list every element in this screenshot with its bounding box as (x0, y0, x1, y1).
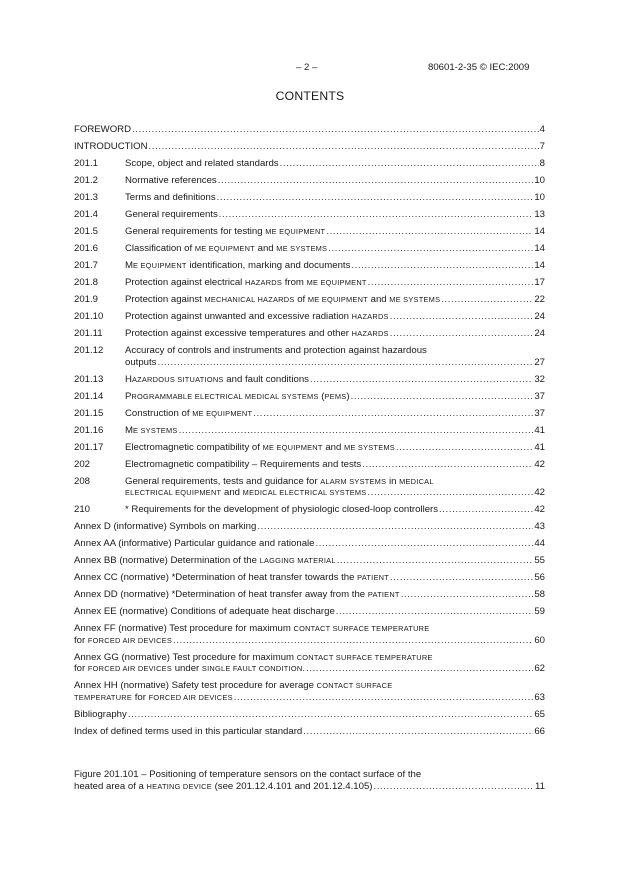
toc-entry[interactable] (74, 209, 545, 221)
defined-term: CONTACT SURFACE (316, 681, 393, 690)
dot-leader (390, 311, 534, 323)
entry-text: and (322, 441, 344, 453)
entry-text: Terms and definitions (125, 192, 216, 203)
page-reference: 56 (534, 572, 545, 583)
dot-leader (173, 635, 533, 647)
toc-entry-line (74, 572, 545, 584)
entry-text: and (221, 487, 243, 498)
page-reference: 4 (539, 124, 545, 135)
defined-term: ME SYSTEMS (276, 244, 328, 253)
toc-entry-line (74, 158, 545, 170)
defined-term: E SYSTEMS (133, 425, 178, 435)
section-number: 201.6 (74, 243, 99, 254)
page-reference: 7 (539, 141, 545, 152)
toc-entry[interactable] (74, 141, 545, 153)
toc-entry[interactable] (74, 521, 545, 533)
entry-title (125, 260, 350, 272)
defined-term: FORCED AIR DEVICES (87, 635, 173, 645)
entry-text: Index of defined terms used in this particular standard (74, 725, 303, 737)
entry-title (125, 226, 325, 238)
toc-entry-line (74, 243, 545, 255)
entry-text: General requirements for testing (125, 226, 266, 237)
toc-entry-line (74, 487, 545, 499)
page-reference: 42 (534, 504, 545, 515)
defined-term: ELECTRICAL EQUIPMENT (125, 488, 222, 497)
entry-title (74, 692, 233, 704)
dot-leader (396, 442, 533, 454)
page-reference: 22 (534, 294, 545, 305)
toc-entry[interactable] (74, 606, 545, 618)
dot-leader (149, 141, 539, 153)
defined-term: ME EQUIPMENT (306, 278, 367, 287)
toc-entry[interactable] (74, 311, 545, 323)
entry-title (74, 652, 433, 664)
figure-entry[interactable] (74, 769, 545, 792)
toc-entry[interactable] (74, 158, 545, 170)
toc-entry-line (74, 606, 545, 618)
page-reference: 42 (534, 487, 545, 498)
entry-title (74, 555, 336, 567)
dot-leader (336, 606, 534, 618)
entry-title (125, 175, 217, 187)
dot-leader (326, 226, 533, 238)
toc-entry[interactable] (74, 391, 545, 403)
entry-text: M (125, 424, 133, 436)
page-reference: 14 (534, 260, 545, 271)
toc-entry-line (74, 209, 545, 221)
section-number: 201.15 (74, 407, 104, 419)
entry-text: under (172, 663, 202, 674)
toc-entry[interactable] (74, 680, 545, 703)
defined-term: PEMS (324, 391, 347, 401)
dot-leader (219, 209, 534, 221)
section-number: 201.13 (74, 373, 104, 385)
entry-text: ( (318, 390, 325, 402)
page-reference: 43 (534, 521, 545, 532)
defined-term: ME SYSTEMS (344, 442, 395, 452)
entry-title (74, 124, 131, 136)
dot-leader (362, 459, 533, 471)
dot-leader (157, 357, 533, 369)
toc-entry[interactable] (74, 726, 545, 738)
defined-term: MEDICAL ELECTRICAL SYSTEMS (242, 488, 367, 497)
page-reference: 11 (535, 780, 545, 792)
defined-term: HEATING DEVICE (146, 781, 212, 791)
toc-entry-line (74, 357, 545, 369)
toc-entry[interactable] (74, 589, 545, 601)
toc-entry-line (74, 538, 545, 550)
entry-text: Protection against electrical (125, 277, 245, 288)
entry-title (74, 538, 315, 550)
entry-title (125, 209, 218, 221)
page-reference: 13 (534, 209, 545, 220)
entry-title (125, 459, 361, 471)
section-number: 201.11 (74, 328, 103, 339)
entry-text: and fault conditions (223, 373, 309, 385)
section-number: 202 (74, 458, 91, 470)
toc-entry[interactable] (74, 408, 545, 420)
dot-leader (310, 374, 533, 386)
entry-title (125, 277, 367, 289)
defined-term: PATIENT (367, 590, 400, 599)
defined-term: ROGRAMMABLE ELECTRICAL MEDICAL SYSTEMS (131, 391, 319, 401)
toc-entry[interactable] (74, 425, 545, 437)
page-reference: 63 (534, 691, 545, 703)
contents-title: CONTENTS (275, 89, 345, 103)
figure-caption-cont (74, 781, 372, 793)
defined-term: HAZARDS (244, 278, 283, 287)
section-number: 201.12 (74, 345, 104, 356)
dot-leader (132, 124, 539, 136)
entry-title (125, 294, 440, 306)
toc-entry-line (74, 663, 545, 675)
entry-text: FOREWORD (74, 124, 132, 135)
toc-entry-line (74, 459, 545, 471)
entry-text: Protection against excessive temperatures and other (125, 328, 352, 339)
entry-title (125, 442, 395, 454)
defined-term: E EQUIPMENT (133, 261, 187, 270)
entry-text: heated area of a (74, 780, 147, 792)
toc-entry[interactable] (74, 345, 545, 368)
dot-leader (401, 589, 534, 601)
toc-entry-first-line (74, 680, 545, 692)
entry-text: Electromagnetic compatibility of (125, 441, 263, 453)
toc-entry-line (74, 521, 545, 533)
entry-title (125, 504, 438, 516)
entry-text: Annex DD (normative) *Determination of heat transfer away from the (74, 589, 368, 600)
entry-text: Classification of (125, 243, 195, 254)
dot-leader (337, 555, 534, 567)
page-reference: 14 (534, 243, 545, 254)
entry-text: Annex HH (normative) Safety test procedure for average (74, 680, 317, 691)
toc-entry[interactable] (74, 226, 545, 238)
toc-entry[interactable] (74, 260, 545, 272)
toc-entry-line (74, 692, 545, 704)
defined-term: ME SYSTEMS (389, 295, 441, 304)
toc-entry[interactable] (74, 124, 545, 136)
toc-entry[interactable] (74, 572, 545, 584)
entry-title (74, 572, 389, 584)
dot-leader (218, 175, 534, 187)
page-reference: 24 (534, 311, 545, 322)
dot-leader (368, 277, 534, 289)
toc-entry-line (74, 226, 545, 238)
entry-title (125, 357, 156, 369)
page-reference: 44 (534, 538, 545, 549)
entry-title (74, 521, 256, 533)
entry-title (74, 589, 400, 601)
page-reference: 32 (534, 373, 545, 385)
list-of-figures (74, 769, 545, 798)
dot-leader (351, 391, 534, 403)
entry-title (74, 726, 302, 738)
toc-entry-line (74, 141, 545, 153)
entry-text: Annex D (informative) Symbols on marking (74, 521, 257, 532)
toc-entry[interactable] (74, 442, 545, 454)
entry-text: . (302, 663, 306, 674)
entry-text: * Requirements for the development of physiologic closed-loop controllers (125, 504, 439, 515)
page-reference: 55 (534, 555, 545, 566)
page-reference: 62 (534, 663, 545, 674)
toc-entry[interactable] (74, 538, 545, 550)
entry-title (74, 709, 127, 721)
defined-term: FORCED AIR DEVICES (148, 692, 233, 702)
entry-title (125, 311, 389, 323)
dot-leader (253, 408, 533, 420)
defined-term: SINGLE FAULT CONDITION (201, 664, 303, 673)
entry-title (74, 623, 429, 635)
page-reference: 10 (534, 175, 545, 186)
entry-text: for (74, 663, 88, 674)
defined-term: FORCED AIR DEVICES (87, 664, 173, 673)
figure-first-line (74, 769, 545, 781)
toc-entry-line (74, 294, 545, 306)
entry-title (125, 425, 178, 437)
toc-entry-line (74, 391, 545, 403)
toc-entry-first-line (74, 476, 545, 488)
entry-text: INTRODUCTION (74, 141, 148, 152)
dot-leader (128, 709, 534, 721)
dot-leader (441, 294, 533, 306)
defined-term: PATIENT (357, 573, 390, 582)
toc-entry-first-line (74, 652, 545, 664)
entry-text: Protection against (125, 294, 205, 305)
dot-leader (257, 521, 533, 533)
entry-text: Bibliography (74, 708, 127, 720)
section-number: 201.10 (74, 311, 104, 322)
page-reference: 24 (534, 328, 545, 339)
page-reference: 37 (534, 390, 545, 402)
page-reference: 41 (534, 424, 545, 436)
dot-leader (351, 260, 533, 272)
entry-text: P (125, 390, 132, 402)
toc-entry[interactable] (74, 623, 545, 646)
entry-title (125, 408, 252, 420)
entry-title: Accuracy of controls and instruments and protection against hazardous (125, 345, 427, 356)
defined-term: TEMPERATURE (74, 692, 133, 702)
toc-entry[interactable] (74, 294, 545, 306)
section-number: 201.9 (74, 294, 99, 305)
dot-leader (217, 192, 534, 204)
entry-title (74, 663, 305, 675)
page-number: – 2 – (296, 62, 318, 73)
section-number: 201.8 (74, 277, 99, 288)
defined-term: LAGGING MATERIAL (259, 556, 336, 565)
page-reference: 37 (534, 407, 545, 419)
entry-text: for (132, 691, 149, 703)
entry-text: for (74, 634, 88, 646)
entry-text: Electromagnetic compatibility – Requirements and tests (125, 458, 362, 470)
entry-title (125, 374, 309, 386)
toc-entry-first-line (74, 345, 545, 357)
figure-caption: Figure 201.101 – Positioning of temperature sensors on the contact surface of the (74, 769, 422, 780)
table-of-contents (74, 124, 545, 743)
entry-title (125, 487, 366, 499)
figure-line (74, 781, 545, 793)
section-number: 201.5 (74, 226, 99, 237)
dot-leader (179, 425, 534, 437)
dot-leader (390, 328, 534, 340)
entry-text: General requirements (125, 209, 218, 220)
entry-title (125, 391, 350, 403)
defined-term: ME EQUIPMENT (265, 227, 326, 236)
toc-entry-line (74, 328, 545, 340)
defined-term: MECHANICAL HAZARDS (204, 295, 295, 304)
toc-entry[interactable] (74, 504, 545, 516)
entry-text: Annex AA (informative) Particular guidance and rationale (74, 538, 315, 549)
toc-entry-line (74, 192, 545, 204)
dot-leader (303, 726, 533, 738)
entry-text: ) (346, 390, 350, 402)
entry-title (74, 141, 148, 153)
entry-title (74, 635, 172, 647)
section-number: 208 (74, 475, 91, 487)
defined-term: HAZARDS (351, 312, 389, 321)
toc-entry-line (74, 726, 545, 738)
defined-term: ME EQUIPMENT (192, 408, 253, 418)
entry-title (74, 680, 392, 692)
toc-entry[interactable] (74, 374, 545, 386)
entry-title (125, 192, 216, 204)
entry-text: in (386, 475, 400, 487)
entry-text: Annex CC (normative) *Determination of heat transfer towards the (74, 572, 358, 583)
toc-entry-line (74, 504, 545, 516)
defined-term: ALARM SYSTEMS (320, 476, 387, 486)
entry-title (125, 243, 327, 255)
toc-entry-line (74, 442, 545, 454)
defined-term: ME EQUIPMENT (194, 244, 255, 253)
defined-term: CONTACT SURFACE TEMPERATURE (296, 652, 433, 662)
dot-leader (316, 538, 534, 550)
toc-entry-line (74, 408, 545, 420)
page-reference: 10 (534, 192, 545, 203)
page-reference: 65 (534, 708, 545, 720)
page-reference: 14 (534, 226, 545, 237)
entry-text: of (294, 294, 308, 305)
dot-leader (439, 504, 533, 516)
toc-entry-line (74, 374, 545, 386)
section-number: 201.4 (74, 209, 99, 220)
section-number: 201.14 (74, 390, 104, 402)
entry-title (74, 606, 335, 618)
entry-text: M (125, 260, 133, 271)
toc-entry[interactable] (74, 328, 545, 340)
section-number: 201.7 (74, 260, 99, 271)
toc-entry-line (74, 277, 545, 289)
toc-entry[interactable] (74, 175, 545, 187)
entry-title (125, 158, 279, 170)
page-reference: 8 (539, 158, 545, 169)
entry-text: General requirements, tests and guidance for (125, 475, 321, 487)
page-reference: 58 (534, 589, 545, 600)
entry-text: outputs (125, 356, 157, 368)
defined-term: ME EQUIPMENT (262, 442, 323, 452)
page-reference: 42 (534, 458, 545, 470)
toc-entry[interactable] (74, 555, 545, 567)
toc-entry-first-line (74, 623, 545, 635)
entry-text: (see 201.12.4.101 and 201.12.4.105) (211, 780, 373, 792)
entry-text: from (282, 277, 307, 288)
entry-text: Annex GG (normative) Test procedure for maximum (74, 651, 297, 663)
section-number: 201.3 (74, 192, 99, 203)
entry-text: Scope, object and related standards (125, 158, 279, 169)
entry-text: identification, marking and documents (186, 260, 351, 271)
document-id: 80601-2-35 © IEC:2009 (428, 62, 530, 73)
page-reference: 66 (534, 725, 545, 737)
toc-entry-line (74, 555, 545, 567)
page-reference: 60 (534, 634, 545, 646)
page-reference: 41 (534, 441, 545, 453)
dot-leader (280, 158, 539, 170)
toc-entry[interactable] (74, 709, 545, 721)
toc-entry-line (74, 175, 545, 187)
entry-text: and (254, 243, 277, 254)
toc-entry[interactable] (74, 476, 545, 499)
toc-entry-line (74, 124, 545, 136)
entry-text: Annex EE (normative) Conditions of adequate heat discharge (74, 606, 335, 617)
page-reference: 27 (534, 356, 545, 368)
toc-entry-line (74, 709, 545, 721)
page-reference: 59 (534, 606, 545, 617)
dot-leader (390, 572, 533, 584)
entry-text: Annex FF (normative) Test procedure for maximum (74, 623, 294, 634)
entry-text: and (367, 294, 390, 305)
section-number: 201.1 (74, 158, 99, 169)
toc-entry-line (74, 260, 545, 272)
entry-text: Annex BB (normative) Determination of the (74, 555, 260, 566)
toc-entry-line (74, 589, 545, 601)
toc-entry-line (74, 635, 545, 647)
toc-entry-line (74, 311, 545, 323)
toc-entry[interactable] (74, 459, 545, 471)
entry-title (125, 476, 434, 488)
toc-entry[interactable] (74, 277, 545, 289)
section-number: 210 (74, 504, 91, 515)
dot-leader (306, 663, 533, 675)
defined-term: ME EQUIPMENT (307, 295, 368, 304)
defined-term: AZARDOUS SITUATIONS (131, 374, 224, 384)
entry-text: Protection against unwanted and excessive radiation (125, 311, 352, 322)
section-number: 201.16 (74, 424, 104, 436)
toc-entry-line (74, 425, 545, 437)
defined-term: MEDICAL (399, 476, 434, 486)
toc-entry[interactable] (74, 243, 545, 255)
dot-leader (234, 692, 534, 704)
page-reference: 17 (534, 277, 545, 288)
entry-title (125, 328, 389, 340)
toc-entry[interactable] (74, 192, 545, 204)
toc-entry[interactable] (74, 652, 545, 675)
dot-leader (328, 243, 533, 255)
page-header (0, 62, 620, 76)
dot-leader (367, 487, 533, 499)
entry-text: H (125, 373, 132, 385)
defined-term: CONTACT SURFACE TEMPERATURE (293, 624, 430, 633)
entry-text: Normative references (125, 175, 217, 186)
section-number: 201.2 (74, 175, 99, 186)
dot-leader (373, 781, 534, 793)
entry-text: Construction of (125, 407, 193, 419)
defined-term: HAZARDS (351, 329, 389, 338)
section-number: 201.17 (74, 441, 104, 453)
